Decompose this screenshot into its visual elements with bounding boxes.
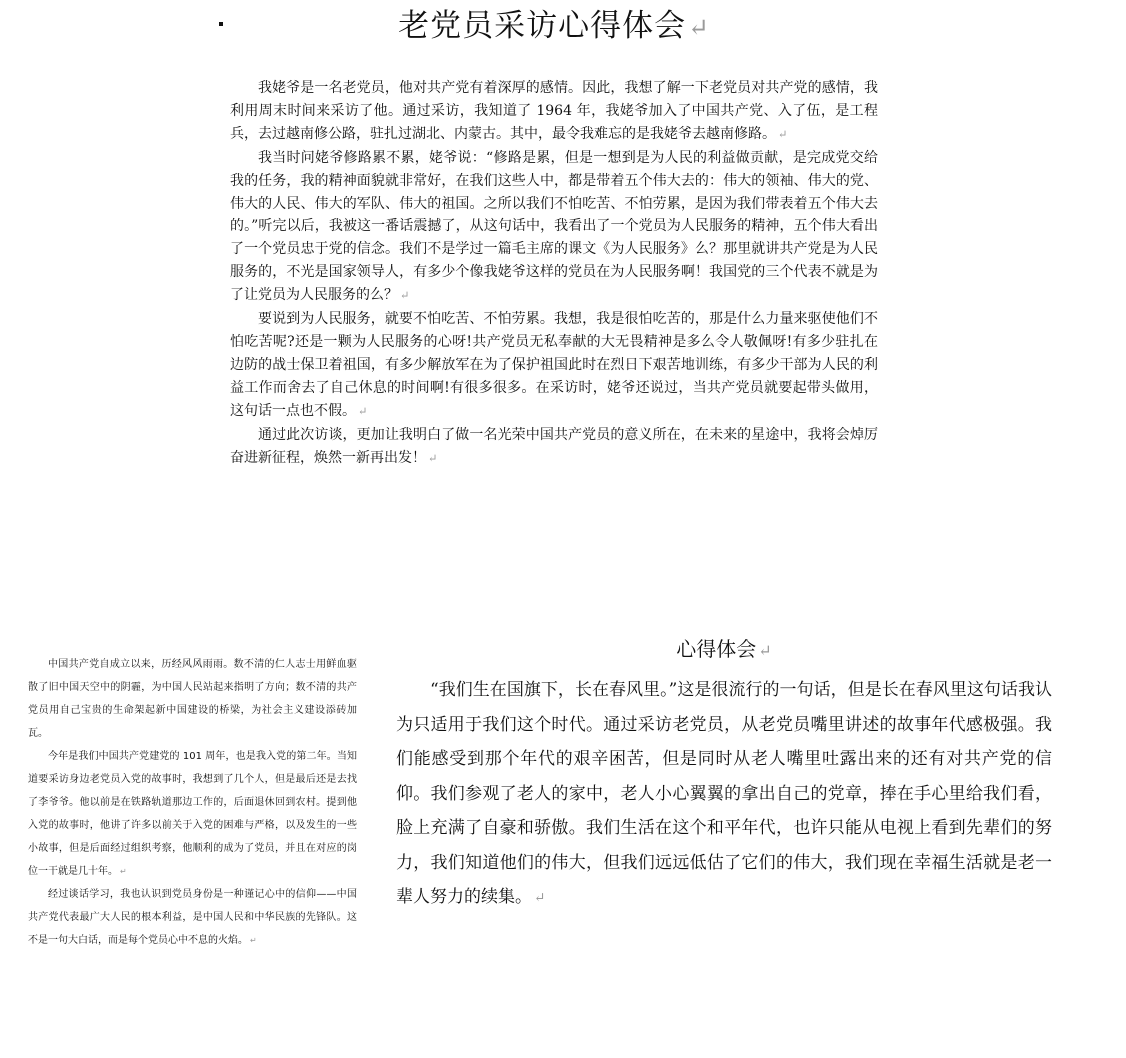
paragraph-text: 我姥爷是一名老党员，他对共产党有着深厚的感情。因此，我想了解一下老党员对共产党的感情，我利用周末时间来采访了他。通过采访，我知道了 1964 年，我姥爷加入了中国共产党、入了伍，是工程兵，去过越南修公路，驻扎过湖北、内蒙古。其中，最令我难忘的是我姥爷去越南修路。 — [230, 80, 878, 142]
top-document-body — [230, 77, 878, 470]
paragraph-mark-icon: ↵ — [758, 641, 772, 660]
paragraph-text: 今年是我们中国共产党建党的 101 周年，也是我入党的第二年。当知道要采访身边老党员入党的故事时，我想到了几个人，但是最后还是去找了李爷爷。他以前是在铁路轨道那边工作的，后面退休回到农村。提到他入党的故事时，他讲了许多以前关于入党的困难与严格，以及发生的一些小故事，但是后面经过组织考察，他顺利的成为了党员，并且在对应的岗位一干就是几十年。 — [28, 751, 357, 877]
paragraph-text: 我当时问姥爷修路累不累，姥爷说：“修路是累，但是一想到是为人民的利益做贡献，是完成党交给我的任务，我的精神面貌就非常好，在我们这些人中，都是带着五个伟大去的：伟大的领袖、伟大的党、伟大的人民、伟大的军队、伟大的祖国。之所以我们不怕吃苦、不怕劳累，是因为我们带表着五个伟大去的。”听完以后，我被这一番话震撼了，从这句话中，我看出了一个党员为人民服务的精神，五个伟大看出了一个党员忠于党的信念。我们不是学过一篇毛主席的课文《为人民服务》么？那里就讲共产党是为人民服务的，不光是国家领导人，有多少个像我姥爷这样的党员在为人民服务啊！我国党的三个代表不就是为了让党员为人民服务的么？ — [230, 149, 878, 304]
top-paragraph — [230, 77, 878, 147]
top-paragraph — [230, 308, 878, 424]
paragraph-mark-icon: ↵ — [400, 289, 410, 303]
paragraph-mark-icon: ↵ — [250, 936, 257, 945]
list-bullet — [219, 22, 223, 26]
paragraph-mark-icon: ↵ — [534, 890, 546, 906]
top-document-title — [230, 4, 878, 48]
paragraph-text: “我们生在国旗下，长在春风里。”这是很流行的一句话，但是长在春风里这句话我认为只适用于我们这个时代。通过采访老党员，从老党员嘴里讲述的故事年代感极强。我们能感受到那个年代的艰辛困苦，但是同时从老人嘴里吐露出来的还有对共产党的信仰。我们参观了老人的家中，老人小心翼翼的拿出自己的党章，捧在手心里给我们看，脸上充满了自豪和骄傲。我们生活在这个和平年代，也许只能从电视上看到先辈们的努力，我们知道他们的伟大，但我们远远低估了它们的伟大，我们现在幸福生活就是老一辈人努力的续集。 — [396, 680, 1052, 907]
right-paragraph — [396, 673, 1052, 916]
top-paragraph — [230, 147, 878, 308]
left-paragraph — [28, 883, 357, 952]
right-document-body — [396, 673, 1052, 916]
paragraph-text: 中国共产党自成立以来，历经风风雨雨。数不清的仁人志士用鲜血驱散了旧中国天空中的阴霾，为中国人民站起来指明了方向；数不清的共产党员用自己宝贵的生命架起新中国建设的桥梁，为社会主义建设添砖加瓦。 — [28, 659, 357, 739]
top-paragraph — [230, 424, 878, 471]
paragraph-mark-icon: ↵ — [428, 451, 438, 465]
left-paragraph — [28, 653, 357, 745]
paragraph-mark-icon: ↵ — [778, 127, 788, 141]
paragraph-mark-icon: ↵ — [358, 404, 368, 418]
paragraph-mark-icon: ↵ — [688, 13, 710, 42]
left-paragraph — [28, 745, 357, 883]
paragraph-text: 通过此次访谈，更加让我明白了做一名光荣中国共产党员的意义所在，在未来的星途中，我将会焯厉奋进新征程，焕然一新再出发！ — [230, 426, 878, 466]
paragraph-text: 要说到为人民服务，就要不怕吃苦、不怕劳累。我想，我是很怕吃苦的，那是什么力量来驱使他们不怕吃苦呢?还是一颗为人民服务的心呀!共产党员无私奉献的大无畏精神是多么令人敬佩呀!有多少驻扎在边防的战士保卫着祖国，有多少解放军在为了保护祖国此时在烈日下艰苦地训练，有多少干部为人民的利益工作而舍去了自己休息的时间啊!有很多很多。在采访时，姥爷还说过，当共产党员就要起带头做用，这句话一点也不假。 — [230, 311, 878, 419]
left-document-body — [28, 653, 357, 952]
top-title-text: 老党员采访心得体会 — [398, 8, 687, 44]
paragraph-mark-icon: ↵ — [120, 867, 127, 876]
right-document-title — [395, 634, 1053, 664]
paragraph-text: 经过谈话学习，我也认识到党员身份是一种谨记心中的信仰——中国共产党代表最广大人民的根本利益，是中国人民和中华民族的先锋队。这不是一句大白话，而是每个党员心中不息的火焰。 — [28, 889, 357, 946]
right-title-text: 心得体会 — [676, 637, 757, 661]
